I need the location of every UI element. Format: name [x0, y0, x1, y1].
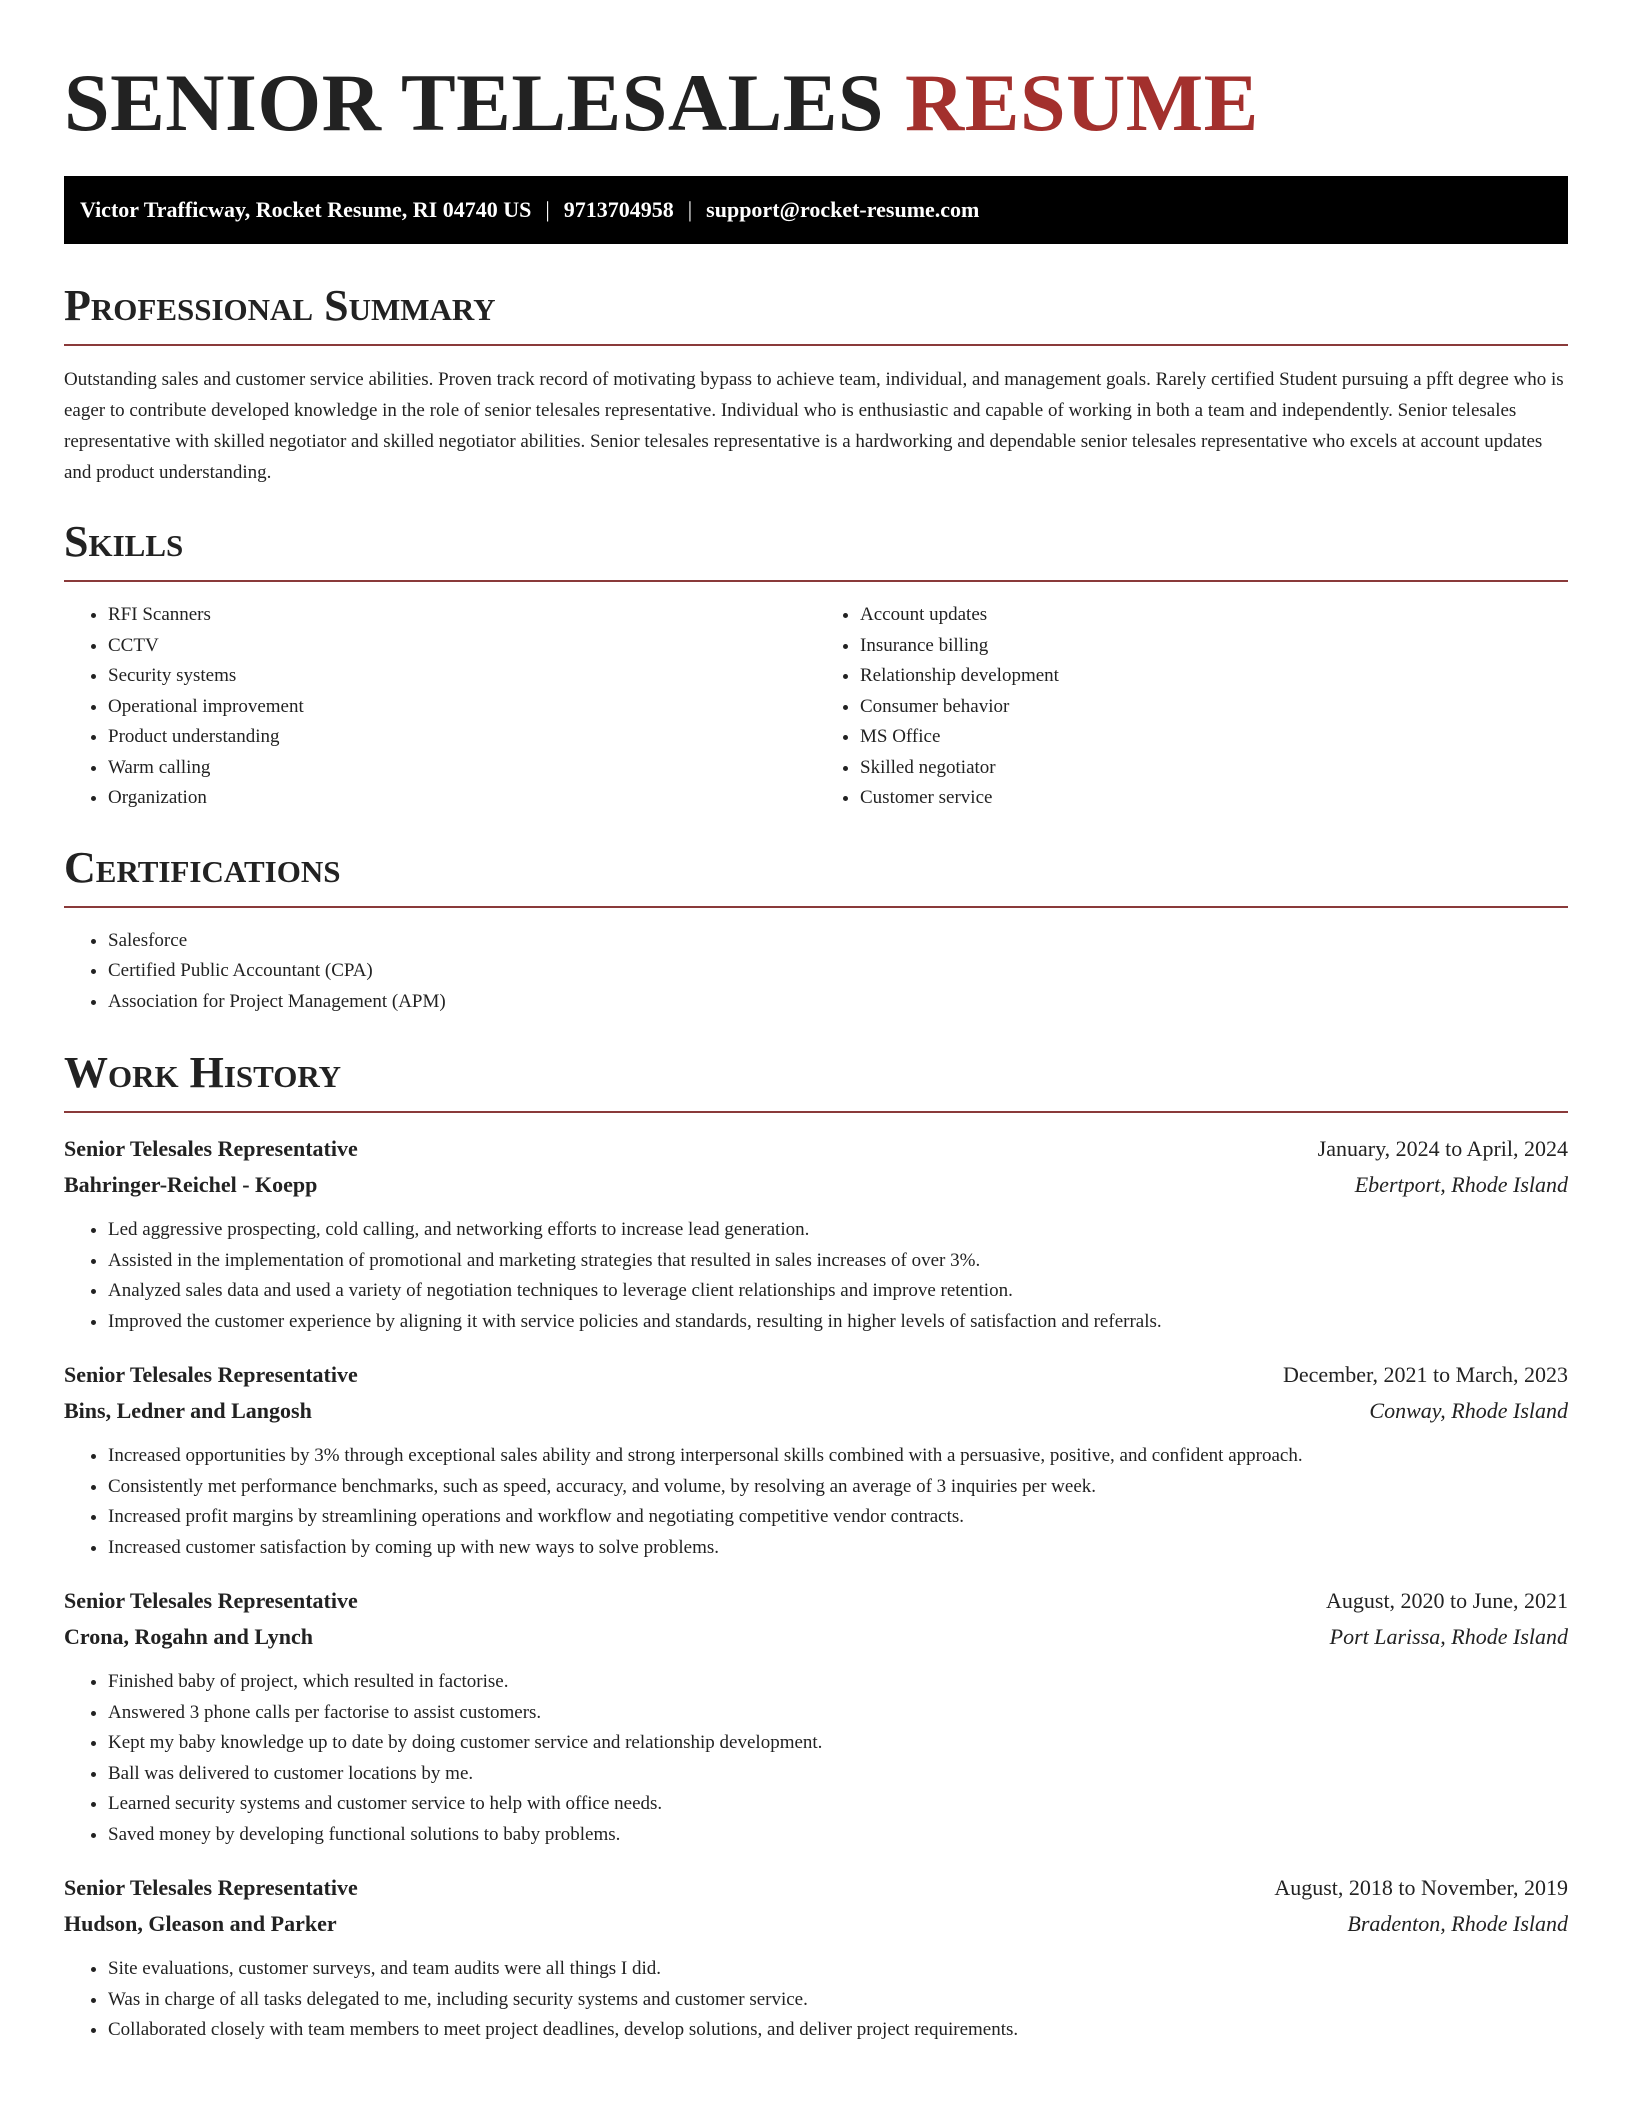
job-title: Senior Telesales Representative	[64, 1136, 358, 1161]
professional-summary-section	[64, 280, 1568, 488]
job-header-row	[64, 1870, 1568, 1906]
certification-item: • Salesforce	[108, 926, 1568, 957]
job-header-row	[64, 1583, 1568, 1619]
section-heading-work-history: Work History	[64, 1047, 1568, 1113]
skill-item: • Warm calling	[108, 753, 816, 784]
job-company: Bins, Ledner and Langosh	[64, 1398, 312, 1423]
skills-grid	[64, 600, 1568, 814]
job-bullet: • Increased opportunities by 3% through exceptional sales ability and strong interpersonal skills combined with a persuasive, positive, and confident approach.	[108, 1441, 1568, 1472]
section-heading-summary: Professional Summary	[64, 280, 1568, 346]
job-subheader-row	[64, 1619, 1568, 1655]
skill-item: • Operational improvement	[108, 692, 816, 723]
job-dates: December, 2021 to March, 2023	[1282, 1362, 1568, 1387]
skill-item: • Product understanding	[108, 722, 816, 753]
job-bullet: • Improved the customer experience by aligning it with service policies and standards, resulting in higher levels of satisfaction and referrals.	[108, 1307, 1568, 1338]
contact-phone: 9713704958	[563, 197, 674, 222]
skills-list-right	[816, 600, 1568, 814]
certifications-section	[64, 842, 1568, 1018]
job-subheader-row	[64, 1167, 1568, 1203]
job-entry	[64, 1583, 1568, 1850]
skill-item: • MS Office	[860, 722, 1568, 753]
skill-item: • Relationship development	[860, 661, 1568, 692]
skill-item: • Security systems	[108, 661, 816, 692]
job-location: Ebertport, Rhode Island	[1354, 1172, 1568, 1197]
job-bullet: • Increased profit margins by streamlining operations and workflow and negotiating competitive vendor contracts.	[108, 1502, 1568, 1533]
skill-item: • Account updates	[860, 600, 1568, 631]
job-bullet: • Analyzed sales data and used a variety of negotiation techniques to leverage client relationships and improve retention.	[108, 1276, 1568, 1307]
job-title: Senior Telesales Representative	[64, 1875, 358, 1900]
summary-text: Outstanding sales and customer service abilities. Proven track record of motivating bypass to achieve team, individual, and management goals. Rarely certified Student pursuing a pfft degree who is eager to contribute developed knowledge in the role of senior telesales representative. Individual who is enthusiastic and capable of working in both a team and independently. Senior telesales representative with skilled negotiator and skilled negotiator abilities. Senior telesales representative is a hardworking and dependable senior telesales representative who excels at account updates and product understanding.	[64, 369, 1564, 483]
job-company: Hudson, Gleason and Parker	[64, 1911, 337, 1936]
job-bullet: • Consistently met performance benchmarks, such as speed, accuracy, and volume, by resolving an average of 3 inquiries per week.	[108, 1472, 1568, 1503]
section-heading-certifications: Certifications	[64, 842, 1568, 908]
job-bullet: • Answered 3 phone calls per factorise to assist customers.	[108, 1698, 1568, 1729]
contact-address: Victor Trafficway, Rocket Resume, RI 04740 US	[80, 197, 532, 222]
job-subheader-row	[64, 1906, 1568, 1942]
job-dates: August, 2020 to June, 2021	[1326, 1588, 1568, 1613]
job-entry	[64, 1131, 1568, 1337]
job-entry	[64, 1357, 1568, 1563]
job-company: Bahringer-Reichel - Koepp	[64, 1172, 318, 1197]
job-bullet: • Increased customer satisfaction by coming up with new ways to solve problems.	[108, 1533, 1568, 1564]
skill-item: • Customer service	[860, 783, 1568, 814]
contact-separator: |	[687, 197, 693, 222]
contact-bar	[64, 176, 1568, 244]
work-history-section	[64, 1047, 1568, 2046]
job-bullets	[64, 1441, 1568, 1563]
certification-item: • Certified Public Accountant (CPA)	[108, 956, 1568, 987]
job-header-row	[64, 1357, 1568, 1393]
job-bullets	[64, 1667, 1568, 1850]
contact-email: support@rocket-resume.com	[706, 197, 980, 222]
title-main: SENIOR TELESALES	[64, 57, 906, 148]
job-bullet: • Was in charge of all tasks delegated to me, including security systems and customer service.	[108, 1985, 1568, 2016]
job-bullet: • Finished baby of project, which resulted in factorise.	[108, 1667, 1568, 1698]
job-bullets	[64, 1215, 1568, 1337]
job-location: Port Larissa, Rhode Island	[1329, 1624, 1568, 1649]
skill-item: • Consumer behavior	[860, 692, 1568, 723]
resume-title	[64, 0, 1568, 148]
job-header-row	[64, 1131, 1568, 1167]
resume-page	[64, 0, 1568, 2046]
title-accent: RESUME	[905, 57, 1259, 148]
job-title: Senior Telesales Representative	[64, 1588, 358, 1613]
job-location: Conway, Rhode Island	[1369, 1398, 1568, 1423]
skill-item: • CCTV	[108, 631, 816, 662]
job-bullets	[64, 1954, 1568, 2046]
job-entry	[64, 1870, 1568, 2046]
job-bullet: • Kept my baby knowledge up to date by doing customer service and relationship development.	[108, 1728, 1568, 1759]
job-bullet: • Assisted in the implementation of promotional and marketing strategies that resulted in sales increases of over 3%.	[108, 1246, 1568, 1277]
job-title: Senior Telesales Representative	[64, 1362, 358, 1387]
job-bullet: • Ball was delivered to customer locations by me.	[108, 1759, 1568, 1790]
skill-item: • RFI Scanners	[108, 600, 816, 631]
certifications-list	[64, 926, 1568, 1018]
job-subheader-row	[64, 1393, 1568, 1429]
job-dates: August, 2018 to November, 2019	[1274, 1875, 1568, 1900]
job-location: Bradenton, Rhode Island	[1347, 1911, 1568, 1936]
skills-list-left	[64, 600, 816, 814]
job-bullet: • Learned security systems and customer service to help with office needs.	[108, 1789, 1568, 1820]
job-bullet: • Saved money by developing functional solutions to baby problems.	[108, 1820, 1568, 1851]
skills-section	[64, 516, 1568, 814]
job-company: Crona, Rogahn and Lynch	[64, 1624, 314, 1649]
job-bullet: • Led aggressive prospecting, cold calling, and networking efforts to increase lead generation.	[108, 1215, 1568, 1246]
section-heading-skills: Skills	[64, 516, 1568, 582]
job-bullet: • Collaborated closely with team members to meet project deadlines, develop solutions, and deliver project requirements.	[108, 2015, 1568, 2046]
job-bullet: • Site evaluations, customer surveys, and team audits were all things I did.	[108, 1954, 1568, 1985]
skill-item: • Insurance billing	[860, 631, 1568, 662]
certification-item: • Association for Project Management (APM)	[108, 987, 1568, 1018]
contact-separator: |	[545, 197, 550, 222]
skill-item: • Organization	[108, 783, 816, 814]
skill-item: • Skilled negotiator	[860, 753, 1568, 784]
job-dates: January, 2024 to April, 2024	[1317, 1136, 1568, 1161]
